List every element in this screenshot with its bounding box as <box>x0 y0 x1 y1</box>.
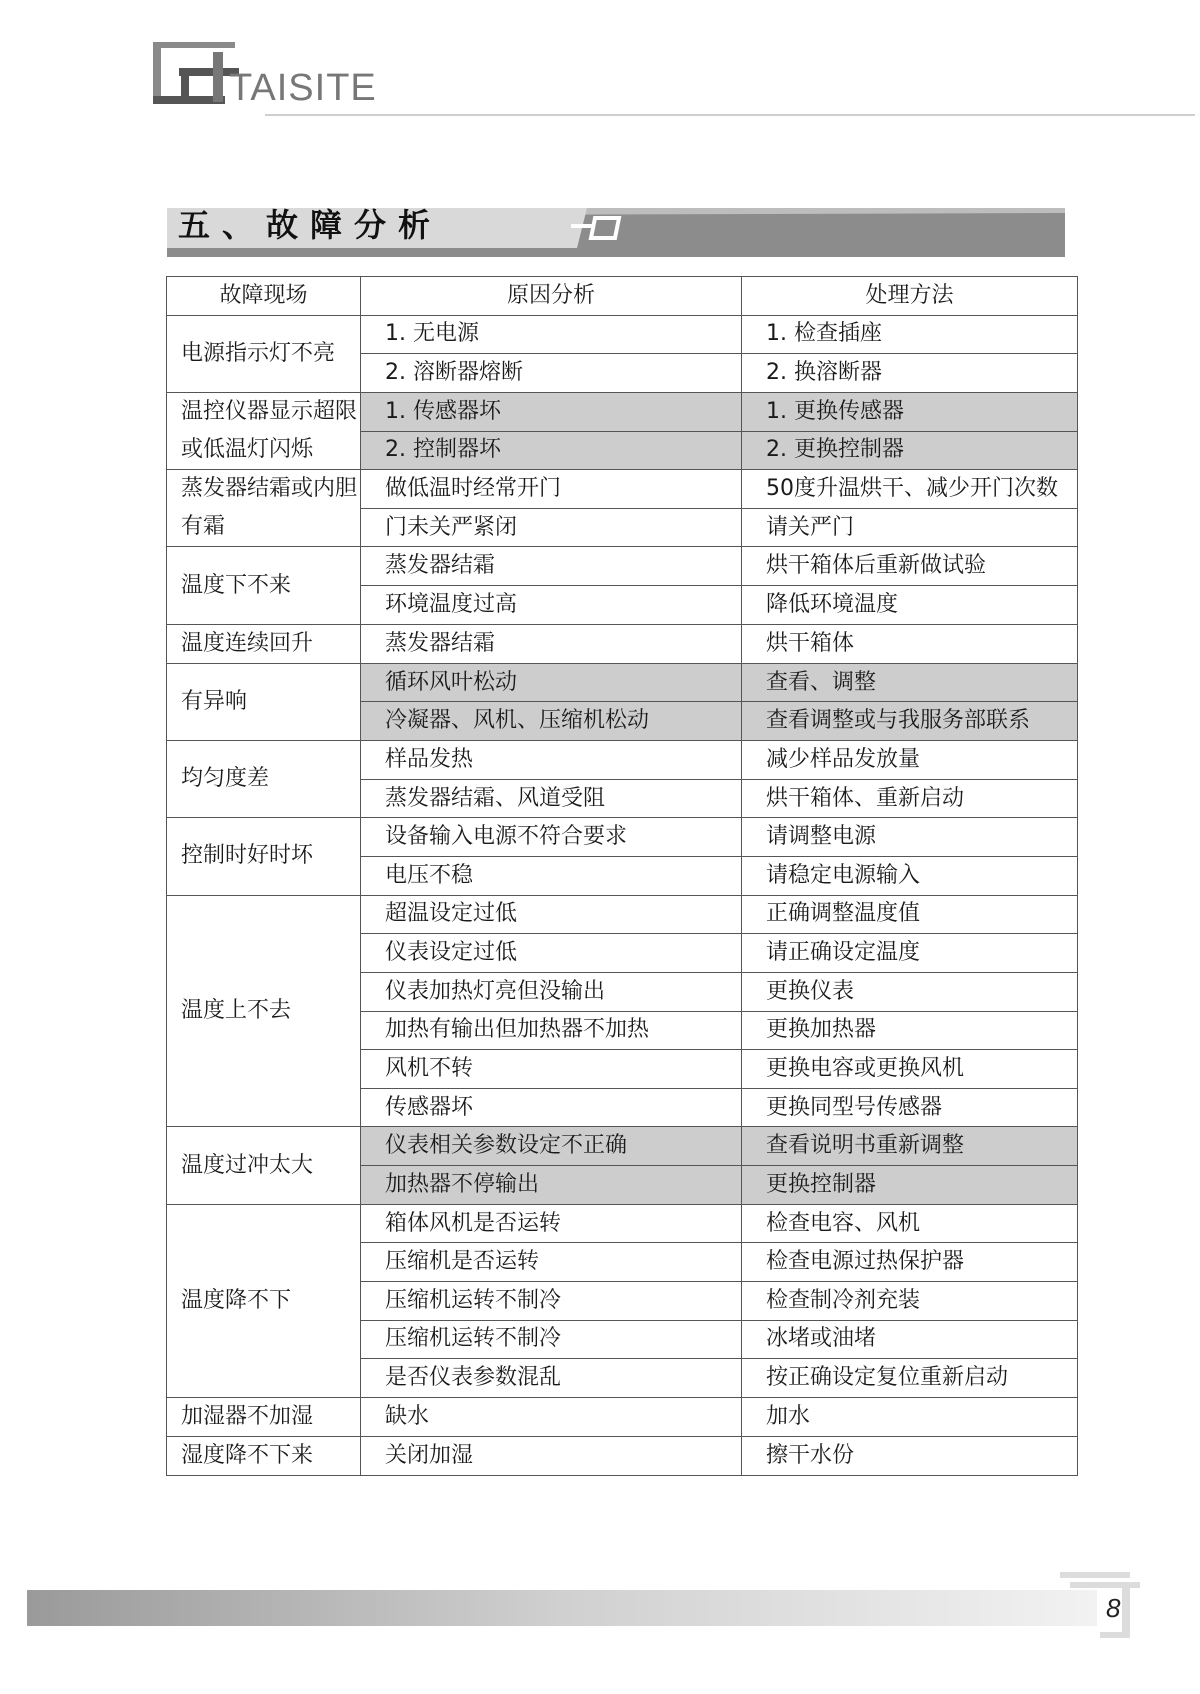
symptom-cell: 电源指示灯不亮 <box>167 315 361 392</box>
solution-cell: 降低环境温度 <box>742 586 1078 625</box>
cause-cell: 循环风叶松动 <box>361 663 742 702</box>
symptom-cell: 控制时好时坏 <box>167 818 361 895</box>
solution-cell: 50度升温烘干、减少开门次数 <box>742 470 1078 509</box>
cause-cell: 仪表相关参数设定不正确 <box>361 1127 742 1166</box>
cause-cell: 压缩机运转不制冷 <box>361 1320 742 1359</box>
cause-cell: 2. 控制器坏 <box>361 431 742 470</box>
solution-cell: 擦干水份 <box>742 1436 1078 1475</box>
cause-cell: 1. 无电源 <box>361 315 742 354</box>
solution-cell: 检查电容、风机 <box>742 1204 1078 1243</box>
symptom-cell: 温度过冲太大 <box>167 1127 361 1204</box>
cause-cell: 做低温时经常开门 <box>361 470 742 509</box>
cause-cell: 蒸发器结霜、风道受阻 <box>361 779 742 818</box>
table-row <box>167 470 1078 509</box>
solution-cell: 更换加热器 <box>742 1011 1078 1050</box>
table-row <box>167 895 1078 934</box>
table-row <box>167 315 1078 354</box>
solution-cell: 更换电容或更换风机 <box>742 1050 1078 1089</box>
brand-name: TAISITE <box>229 67 377 109</box>
solution-cell: 烘干箱体、重新启动 <box>742 779 1078 818</box>
table-row <box>167 663 1078 702</box>
symptom-cell: 温度上不去 <box>167 895 361 1127</box>
cause-cell: 样品发热 <box>361 741 742 780</box>
solution-cell: 加水 <box>742 1397 1078 1436</box>
header-cause: 原因分析 <box>361 277 742 316</box>
cause-cell: 1. 传感器坏 <box>361 392 742 431</box>
solution-cell: 2. 换溶断器 <box>742 354 1078 393</box>
symptom-cell: 湿度降不下来 <box>167 1436 361 1475</box>
cause-cell: 冷凝器、风机、压缩机松动 <box>361 702 742 741</box>
symptom-cell: 加湿器不加湿 <box>167 1397 361 1436</box>
cause-cell: 仪表设定过低 <box>361 934 742 973</box>
cause-cell: 是否仪表参数混乱 <box>361 1359 742 1398</box>
solution-cell: 查看、调整 <box>742 663 1078 702</box>
symptom-cell: 温度降不下 <box>167 1204 361 1397</box>
cause-cell: 环境温度过高 <box>361 586 742 625</box>
table-row <box>167 818 1078 857</box>
table-row <box>167 1127 1078 1166</box>
cause-cell: 设备输入电源不符合要求 <box>361 818 742 857</box>
cause-cell: 加热器不停输出 <box>361 1166 742 1205</box>
symptom-cell: 有异响 <box>167 663 361 740</box>
cause-cell: 缺水 <box>361 1397 742 1436</box>
solution-cell: 更换仪表 <box>742 972 1078 1011</box>
solution-cell: 请关严门 <box>742 508 1078 547</box>
solution-cell: 1. 检查插座 <box>742 315 1078 354</box>
solution-cell: 查看调整或与我服务部联系 <box>742 702 1078 741</box>
table-row <box>167 624 1078 663</box>
solution-cell: 正确调整温度值 <box>742 895 1078 934</box>
symptom-cell: 温度连续回升 <box>167 624 361 663</box>
header-rule <box>265 114 1195 116</box>
cause-cell: 传感器坏 <box>361 1088 742 1127</box>
cause-cell: 2. 溶断器熔断 <box>361 354 742 393</box>
fault-analysis-table <box>166 276 1078 1476</box>
cause-cell: 蒸发器结霜 <box>361 547 742 586</box>
cause-cell: 压缩机是否运转 <box>361 1243 742 1282</box>
solution-cell: 烘干箱体后重新做试验 <box>742 547 1078 586</box>
solution-cell: 烘干箱体 <box>742 624 1078 663</box>
symptom-cell: 温度下不来 <box>167 547 361 624</box>
table-header-row <box>167 277 1078 316</box>
solution-cell: 减少样品发放量 <box>742 741 1078 780</box>
symptom-cell: 温控仪器显示超限或低温灯闪烁 <box>167 392 361 469</box>
cause-cell: 风机不转 <box>361 1050 742 1089</box>
solution-cell: 1. 更换传感器 <box>742 392 1078 431</box>
page-number: 8 <box>1106 1593 1121 1623</box>
cause-cell: 超温设定过低 <box>361 895 742 934</box>
symptom-cell: 均匀度差 <box>167 741 361 818</box>
cause-cell: 关闭加湿 <box>361 1436 742 1475</box>
cause-cell: 仪表加热灯亮但没输出 <box>361 972 742 1011</box>
solution-cell: 更换控制器 <box>742 1166 1078 1205</box>
solution-cell: 请稳定电源输入 <box>742 856 1078 895</box>
section-title: 五、故障分析 <box>178 206 443 244</box>
solution-cell: 查看说明书重新调整 <box>742 1127 1078 1166</box>
solution-cell: 冰堵或油堵 <box>742 1320 1078 1359</box>
cause-cell: 门未关严紧闭 <box>361 508 742 547</box>
table-row <box>167 1204 1078 1243</box>
header-solution: 处理方法 <box>742 277 1078 316</box>
table-row <box>167 1397 1078 1436</box>
solution-cell: 更换同型号传感器 <box>742 1088 1078 1127</box>
cause-cell: 加热有输出但加热器不加热 <box>361 1011 742 1050</box>
table-row <box>167 547 1078 586</box>
symptom-cell: 蒸发器结霜或内胆有霜 <box>167 470 361 547</box>
table-row <box>167 392 1078 431</box>
cause-cell: 电压不稳 <box>361 856 742 895</box>
solution-cell: 请正确设定温度 <box>742 934 1078 973</box>
solution-cell: 检查制冷剂充装 <box>742 1282 1078 1321</box>
table-row <box>167 741 1078 780</box>
solution-cell: 检查电源过热保护器 <box>742 1243 1078 1282</box>
cause-cell: 箱体风机是否运转 <box>361 1204 742 1243</box>
header-symptom: 故障现场 <box>167 277 361 316</box>
footer-bar <box>27 1590 1097 1626</box>
solution-cell: 2. 更换控制器 <box>742 431 1078 470</box>
solution-cell: 按正确设定复位重新启动 <box>742 1359 1078 1398</box>
table-row <box>167 1436 1078 1475</box>
solution-cell: 请调整电源 <box>742 818 1078 857</box>
cause-cell: 蒸发器结霜 <box>361 624 742 663</box>
cause-cell: 压缩机运转不制冷 <box>361 1282 742 1321</box>
